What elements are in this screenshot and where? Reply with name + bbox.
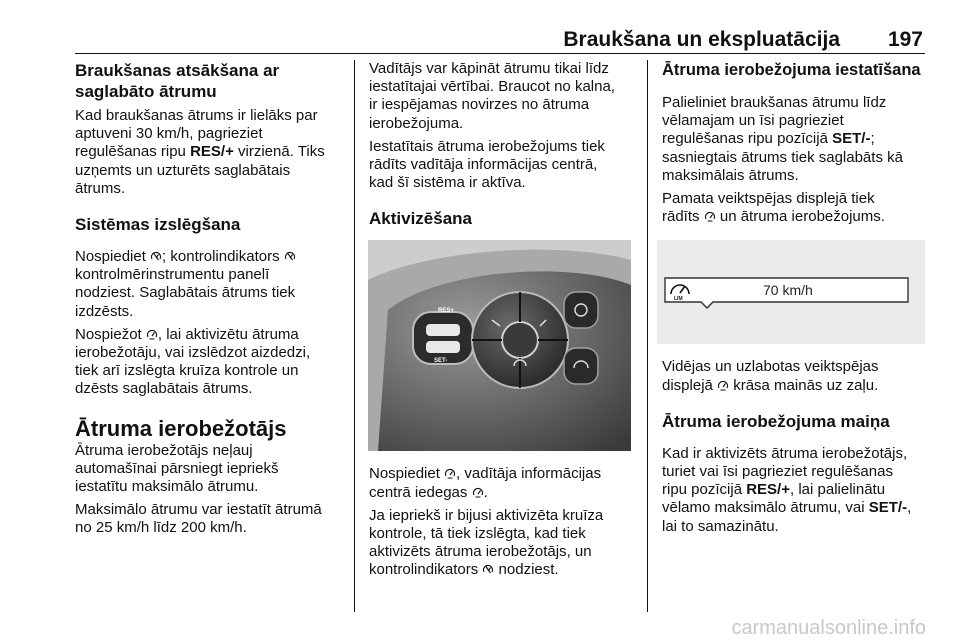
column-1 bbox=[75, 60, 345, 538]
steering-wheel-illustration bbox=[368, 240, 631, 451]
speed-limiter-icon bbox=[444, 467, 456, 479]
watermark: carmanualsonline.info bbox=[731, 617, 926, 639]
paragraph-resume: Kad braukšanas ātrums ir lielāks par aptuveni 30 km/h, pagrieziet regulēšanas ripu RES/+ virzienā. Tiks uzņemts un uzturēts saglabātais ātrums. bbox=[75, 107, 325, 197]
column-divider bbox=[647, 60, 648, 612]
set-minus-wheel-label: SET- bbox=[434, 358, 448, 365]
paragraph-press-limiter: Nospiediet , vadītāja informācijas centrā iedegas . bbox=[369, 465, 602, 501]
paragraph-base-display: Pamata veiktspējas displejā tiek rādīts un ātruma ierobežojums. bbox=[662, 190, 885, 226]
heading-speed-limiter: Ātruma ierobežotājs bbox=[75, 415, 287, 441]
heading-resume: Braukšanas atsākšana ar saglabāto ātrumu bbox=[75, 61, 280, 101]
column-divider bbox=[354, 60, 355, 612]
heading-limit-change: Ātruma ierobežojuma maiņa bbox=[662, 411, 890, 431]
heading-activation: Aktivizēšana bbox=[369, 209, 472, 229]
limiter-display-illustration bbox=[657, 240, 925, 344]
res-plus-label: RES/+ bbox=[190, 143, 234, 161]
column-3 bbox=[662, 60, 932, 536]
display-speed-value: 70 km/h bbox=[763, 282, 813, 299]
page-number: 197 bbox=[887, 28, 923, 51]
paragraph-limit-change: Kad ir aktivizēts ātruma ierobežotājs, turiet vai īsi pagrieziet regulēšanas ripu pozīcijā RES/+, lai palielinātu vēlamo maksimālo ātrumu, vai SET/-, lai to samazinātu. bbox=[662, 444, 912, 535]
heading-switch-off: Sistēmas izslēgšana bbox=[75, 215, 241, 235]
cruise-control-icon bbox=[284, 250, 296, 262]
speed-limiter-icon bbox=[146, 328, 158, 340]
steering-wheel-controls-image bbox=[368, 240, 631, 451]
speed-limiter-icon bbox=[472, 486, 484, 498]
driver-info-display-image bbox=[657, 240, 925, 344]
page-header-title: Braukšana un ekspluatācija bbox=[563, 28, 840, 51]
cruise-control-icon bbox=[482, 563, 494, 575]
column-2 bbox=[369, 60, 635, 580]
res-plus-wheel-label: RES+ bbox=[438, 308, 454, 315]
header-rule bbox=[75, 53, 925, 54]
paragraph-cruise-deactivated: Ja iepriekš ir bijusi aktivizēta kruīza kontrole, tā tiek izslēgta, kad tiek aktivizēts ātruma ierobežotājs, un kontrolindikators nodziest. bbox=[369, 506, 604, 579]
paragraph-limiter-intro: Ātruma ierobežotājs neļauj automašīnai pārsniegt iepriekš iestatītu maksimālo ātrumu. bbox=[75, 441, 279, 496]
paragraph-switch-off: Nospiediet ; kontrolindikators kontrolmērinstrumentu panelī nodziest. Saglabātais ātrums tiek izdzēsts. bbox=[75, 248, 296, 320]
paragraph-set-limit-display: Iestatītais ātruma ierobežojums tiek rādīts vadītāja informācijas centrā, kad šī sistēma ir aktīva. bbox=[369, 137, 605, 192]
paragraph-limit-setting: Palieliniet braukšanas ātrumu līdz vēlamajam un īsi pagrieziet regulēšanas ripu pozīcijā SET/-; sasniegtais ātrums tiek saglabāts kā maksimālais ātrums. bbox=[662, 94, 903, 184]
set-minus-label: SET/- bbox=[832, 130, 871, 148]
set-minus-label: SET/- bbox=[868, 499, 908, 517]
heading-limit-setting: Ātruma ierobežojuma iestatīšana bbox=[662, 61, 921, 79]
speed-limiter-icon bbox=[704, 210, 716, 222]
paragraph-limiter-range: Maksimālo ātrumu var iestatīt ātrumā no 25 km/h līdz 200 km/h. bbox=[75, 501, 322, 537]
speed-limiter-icon bbox=[717, 379, 729, 391]
res-plus-label: RES/+ bbox=[746, 481, 790, 499]
paragraph-driver-acceleration: Vadītājs var kāpināt ātrumu tikai līdz iestatītajai vērtībai. Braucot no kalna, ir iespējamas novirzes no ātruma ierobežojuma. bbox=[369, 60, 615, 132]
lim-label: LIM bbox=[674, 296, 683, 303]
paragraph-limiter-press: Nospiežot , lai aktivizētu ātruma ierobežotāju, vai izslēdzot aizdedzi, tiek arī izslēgta kruīza kontrole un dzēsts saglabātais ātrums. bbox=[75, 325, 311, 398]
paragraph-mid-display: Vidējas un uzlabotas veiktspējas displejā krāsa mainās uz zaļu. bbox=[662, 358, 879, 394]
cruise-control-icon bbox=[150, 250, 162, 262]
